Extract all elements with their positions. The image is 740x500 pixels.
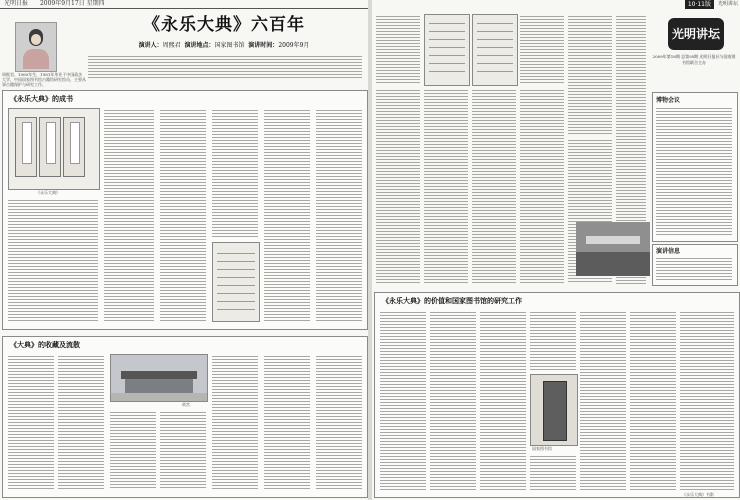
intro-text: [88, 54, 362, 80]
section-3-col-1: [380, 310, 426, 490]
cabinet-photo: [530, 374, 578, 446]
palace-photo: [110, 354, 208, 402]
section-3-heading: 《永乐大典》的价值和国家图书馆的研究工作: [382, 296, 522, 305]
venue: 国家图书馆: [214, 42, 245, 49]
right-col-2: [424, 88, 468, 284]
section-2-col-4: [160, 410, 206, 490]
section-3-col-4b: [530, 454, 576, 490]
right-col-4-top: [520, 14, 564, 84]
right-col-1-top: [376, 14, 420, 84]
left-page: [0, 0, 368, 500]
section-1-col-6: [316, 108, 362, 322]
speaker-label: 演讲人：: [138, 42, 163, 49]
lecture-time: 2009年9月: [278, 42, 310, 49]
sidebar-box-2-title: 演讲信息: [656, 248, 681, 255]
sidebar-box-1-title: 博物会议: [656, 97, 681, 104]
lecture-meta: [86, 40, 362, 49]
section-1-col-3: [160, 108, 206, 322]
section-2-col-1: [8, 354, 54, 490]
section-2-heading: 《大典》的收藏及流散: [10, 340, 80, 349]
article-title: 《永乐大典》六百年: [143, 15, 305, 35]
column-logo: 光明讲坛: [668, 18, 724, 50]
venue-label: 演讲地点：: [184, 42, 215, 49]
page-number-badge: 10·11版: [685, 0, 714, 9]
paper-name: 光明日报: [4, 0, 29, 7]
page-header: [0, 0, 368, 9]
time-label: 演讲时间：: [248, 42, 279, 49]
right-col-5: [568, 14, 612, 134]
speaker-bio: 周熙君，1960年生，1981年毕业于中国政法大学，中国国家图书馆古籍馆研究馆员，主要从事古籍保护与研究工作。: [2, 72, 86, 87]
caption-palace: 故宫: [182, 402, 190, 407]
section-3-col-4a: [530, 310, 576, 370]
right-col-4: [520, 88, 564, 284]
sidebar-box-1-text: [656, 106, 732, 236]
books-photo: [8, 108, 100, 190]
caption-books: 《永乐大典》: [36, 190, 60, 195]
column-info: 2009年第18期 总第95期 光明日报社与国家图书馆联合主办: [652, 54, 736, 65]
section-3-col-6: [630, 310, 676, 490]
section-3-col-3: [480, 310, 526, 490]
speaker-photo: [15, 22, 57, 72]
manuscript-scan-1: [424, 14, 470, 86]
section-1-col-2: [104, 108, 154, 322]
speaker-name: 周熙君: [162, 42, 181, 49]
section-2-col-2: [58, 354, 104, 490]
section-2-col-3: [110, 410, 156, 490]
audience-photo: [576, 222, 650, 276]
section-2-col-5: [212, 354, 258, 490]
right-col-1: [376, 88, 420, 284]
section-1-heading: 《永乐大典》的成书: [10, 94, 73, 103]
right-page: [372, 0, 740, 500]
section-1-col-5: [264, 108, 310, 322]
caption-book-image: 《永乐大典》书影: [682, 492, 714, 497]
section-3-col-5: [580, 310, 626, 490]
section-3-col-7: [680, 310, 734, 490]
section-2-col-7: [316, 354, 362, 490]
section-1-col-4: [212, 108, 258, 238]
sidebar-box-2-text: [656, 256, 732, 282]
issue-date: 2009年9月17日 星期四: [39, 0, 105, 7]
section-2-col-6: [264, 354, 310, 490]
caption-library: 国家图书馆: [532, 446, 552, 451]
manuscript-image: [212, 242, 260, 322]
section-name: 光明讲坛: [717, 1, 738, 7]
right-col-3: [472, 88, 516, 284]
manuscript-scan-2: [472, 14, 518, 86]
section-1-col-1: [8, 198, 98, 322]
section-3-col-2: [430, 310, 476, 490]
